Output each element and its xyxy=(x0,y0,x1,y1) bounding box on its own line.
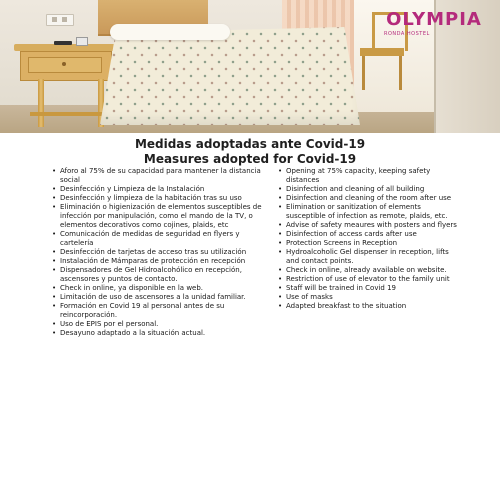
list-item: • Dispensadores de Gel Hidroalcohólico en recepción, ascensores y puntos de contacto. xyxy=(52,266,270,284)
chair-leg xyxy=(362,56,365,90)
list-item: • Formación en Covid 19 al personal antes de su reincorporación. xyxy=(52,302,270,320)
list-item: • Advise of safety meaures with posters and flyers xyxy=(278,221,458,230)
pillow xyxy=(110,24,230,40)
list-item: • Limitación de uso de ascensores a la unidad familiar. xyxy=(52,293,270,302)
logo-subtitle: RONDA HOSTEL xyxy=(384,31,430,37)
list-item: • Eliminación o higienización de elementos susceptibles de infección por manipulación, como el mando de la TV, o elementos decorativos como cojines, plaids, etc xyxy=(52,203,270,230)
drawer-knob xyxy=(62,62,66,66)
list-item: • Desayuno adaptado a la situación actual. xyxy=(52,329,270,338)
bed xyxy=(100,27,360,125)
list-item: • Instalación de Mámparas de protección en recepción xyxy=(52,257,270,266)
list-item: • Uso de EPIS por el personal. xyxy=(52,320,270,329)
nightstand-leg xyxy=(38,79,44,127)
telephone xyxy=(76,37,88,46)
title-english: Measures adopted for Covid-19 xyxy=(143,152,357,166)
page-titles xyxy=(0,137,500,167)
list-item: • Elimination or sanitization of elements susceptible of infection as remote, plaids, etc. xyxy=(278,203,458,221)
nightstand-top xyxy=(14,44,116,51)
list-item: • Aforo al 75% de su capacidad para mantener la distancia social xyxy=(52,167,270,185)
list-item: • Adapted breakfast to the situation xyxy=(278,302,458,311)
nightstand-shelf xyxy=(30,112,110,116)
list-item: • Disinfection of access cards after use xyxy=(278,230,458,239)
light-switch xyxy=(46,14,74,26)
list-item: • Desinfección y Limpieza de la Instalación xyxy=(52,185,270,194)
list-item: • Check in online, ya disponible en la web. xyxy=(52,284,270,293)
list-item: • Disinfection and cleaning of all building xyxy=(278,185,458,194)
list-item: • Check in online, already available on website. xyxy=(278,266,458,275)
list-item: • Disinfection and cleaning of the room after use xyxy=(278,194,458,203)
hotel-room-photo xyxy=(0,0,500,133)
title-spanish: Medidas adoptadas ante Covid-19 xyxy=(134,137,366,151)
list-item: • Staff will be trained in Covid 19 xyxy=(278,284,458,293)
chair-seat xyxy=(360,48,404,56)
tv-remote xyxy=(54,41,72,45)
chair-leg xyxy=(399,56,402,90)
list-item: • Opening at 75% capacity, keeping safety distances xyxy=(278,167,458,185)
list-item: • Desinfección de tarjetas de acceso tras su utilización xyxy=(52,248,270,257)
english-measures-list xyxy=(278,167,458,311)
list-item: • Comunicación de medidas de seguridad en flyers y cartelería xyxy=(52,230,270,248)
spanish-measures-list xyxy=(52,167,270,338)
list-item: • Restriction of use of elevator to the family unit xyxy=(278,275,458,284)
list-item: • Hydroalcoholic Gel dispenser in reception, lifts and contact points. xyxy=(278,248,458,266)
logo-wordmark: OLYMPIA xyxy=(386,9,482,30)
olympia-logo xyxy=(380,10,488,37)
list-item: • Protection Screens in Reception xyxy=(278,239,458,248)
list-item: • Desinfección y limpieza de la habitación tras su uso xyxy=(52,194,270,203)
list-item: • Use of masks xyxy=(278,293,458,302)
